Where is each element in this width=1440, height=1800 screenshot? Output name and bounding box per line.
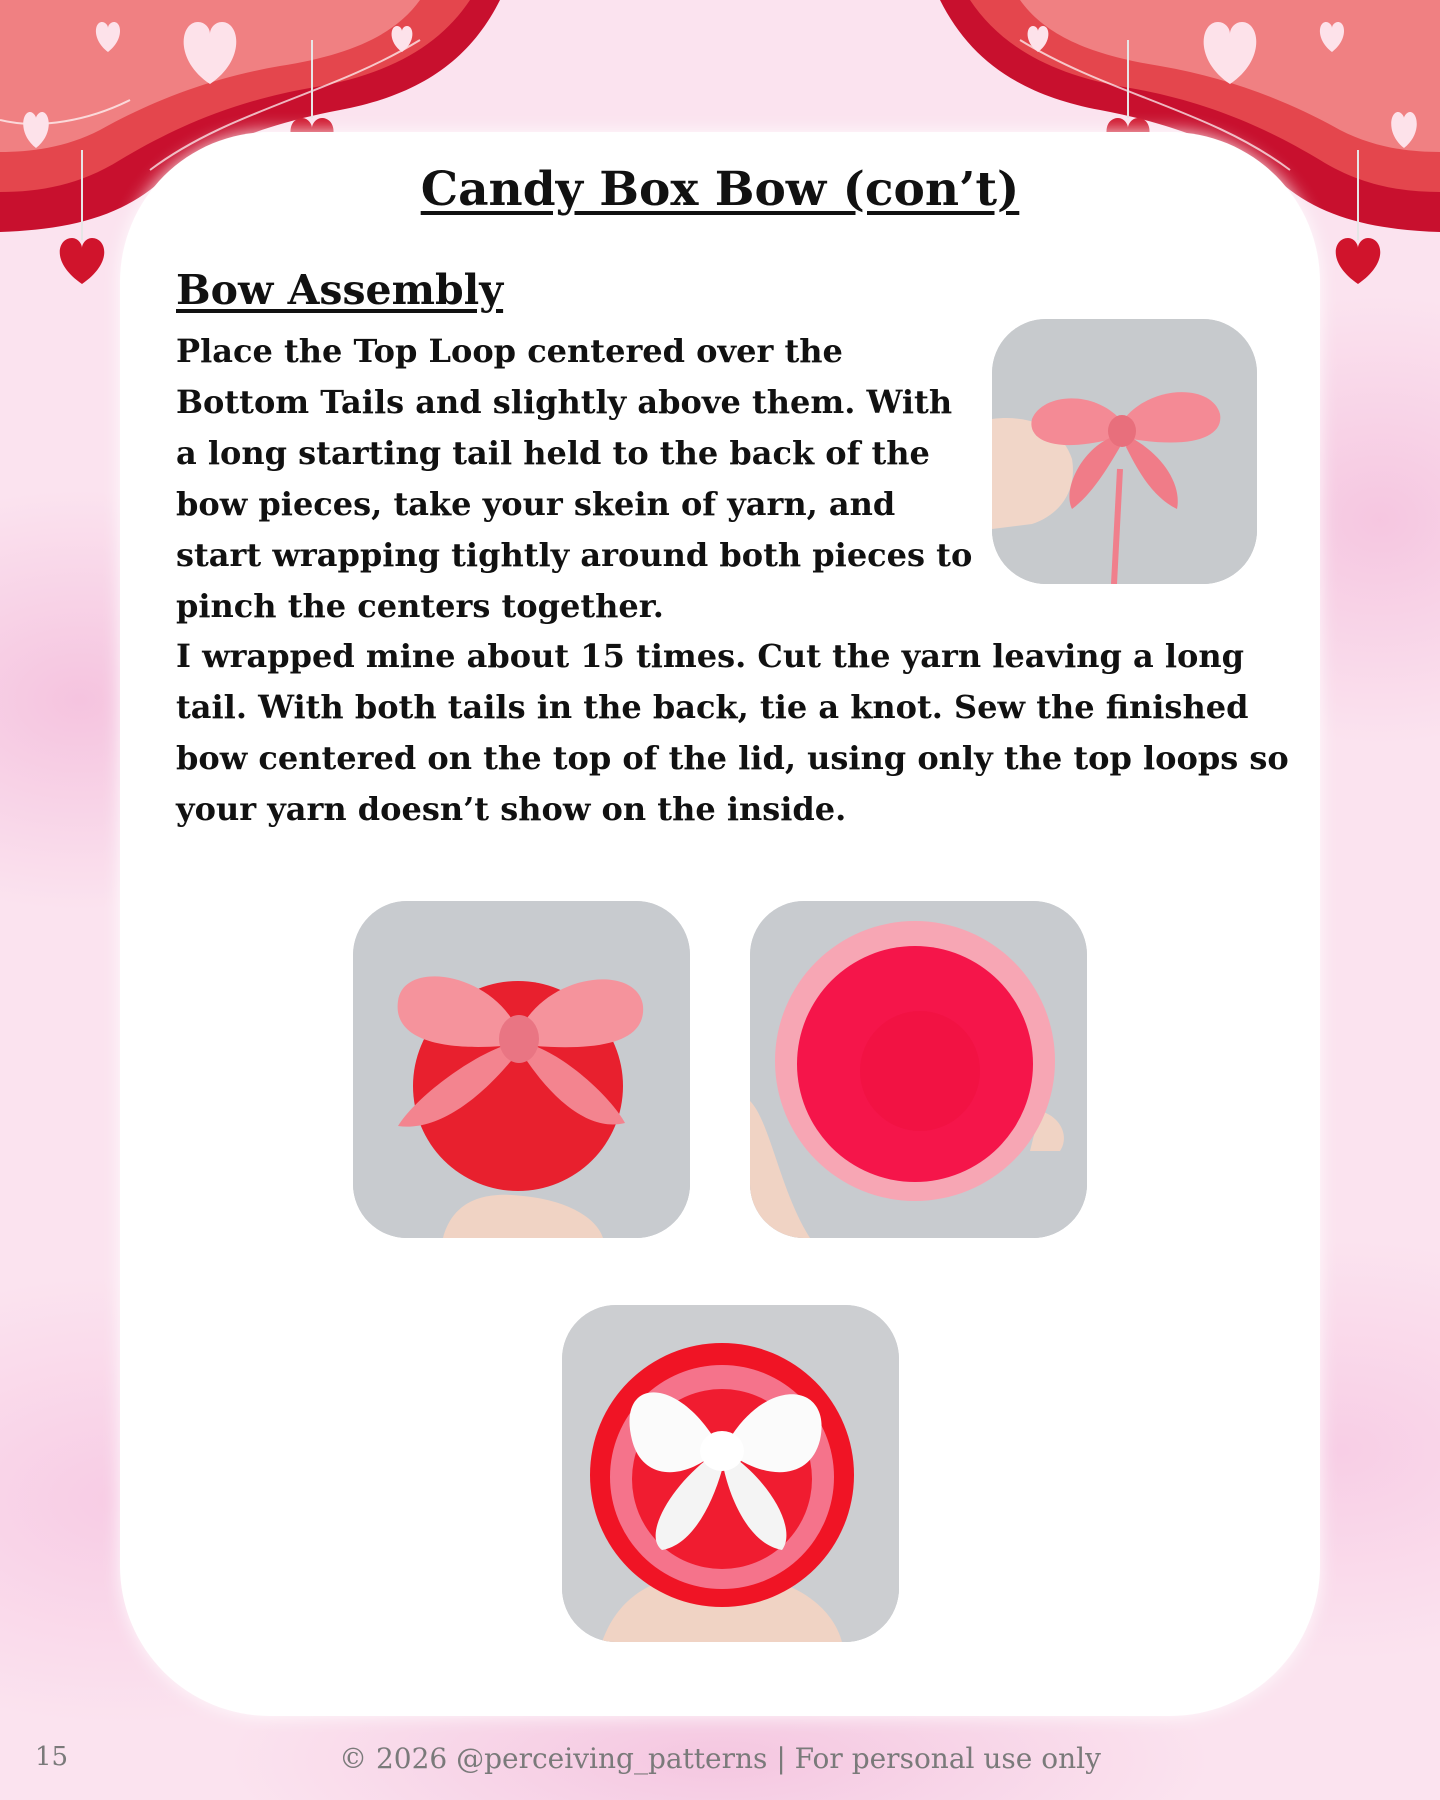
instructions-paragraph-2: I wrapped mine about 15 times. Cut the yarn leaving a long tail. With both tails in the back, tie a knot. Sew the finished bow centered on the top of the lid, using only the top loops so your yarn doesn’t show on the inside. — [176, 637, 1289, 828]
finished-lid-photo — [353, 901, 690, 1238]
white-bow-lid-photo — [562, 1305, 899, 1642]
bow-photo — [992, 319, 1257, 584]
instructions-paragraph-1: Place the Top Loop centered over the Bottom Tails and slightly above them. With a long starting tail held to the back of the bow pieces, take your skein of yarn, and start wrapping tightly around both pieces to pinch the centers together. — [176, 332, 973, 625]
copyright-notice: © 2026 @perceiving_patterns | For personal use only — [339, 1742, 1101, 1775]
lid-inside-photo — [750, 901, 1087, 1238]
section-heading: Bow Assembly — [176, 266, 504, 314]
page-title: Candy Box Bow (con’t) — [420, 162, 1020, 217]
page-number: 15 — [35, 1742, 69, 1772]
